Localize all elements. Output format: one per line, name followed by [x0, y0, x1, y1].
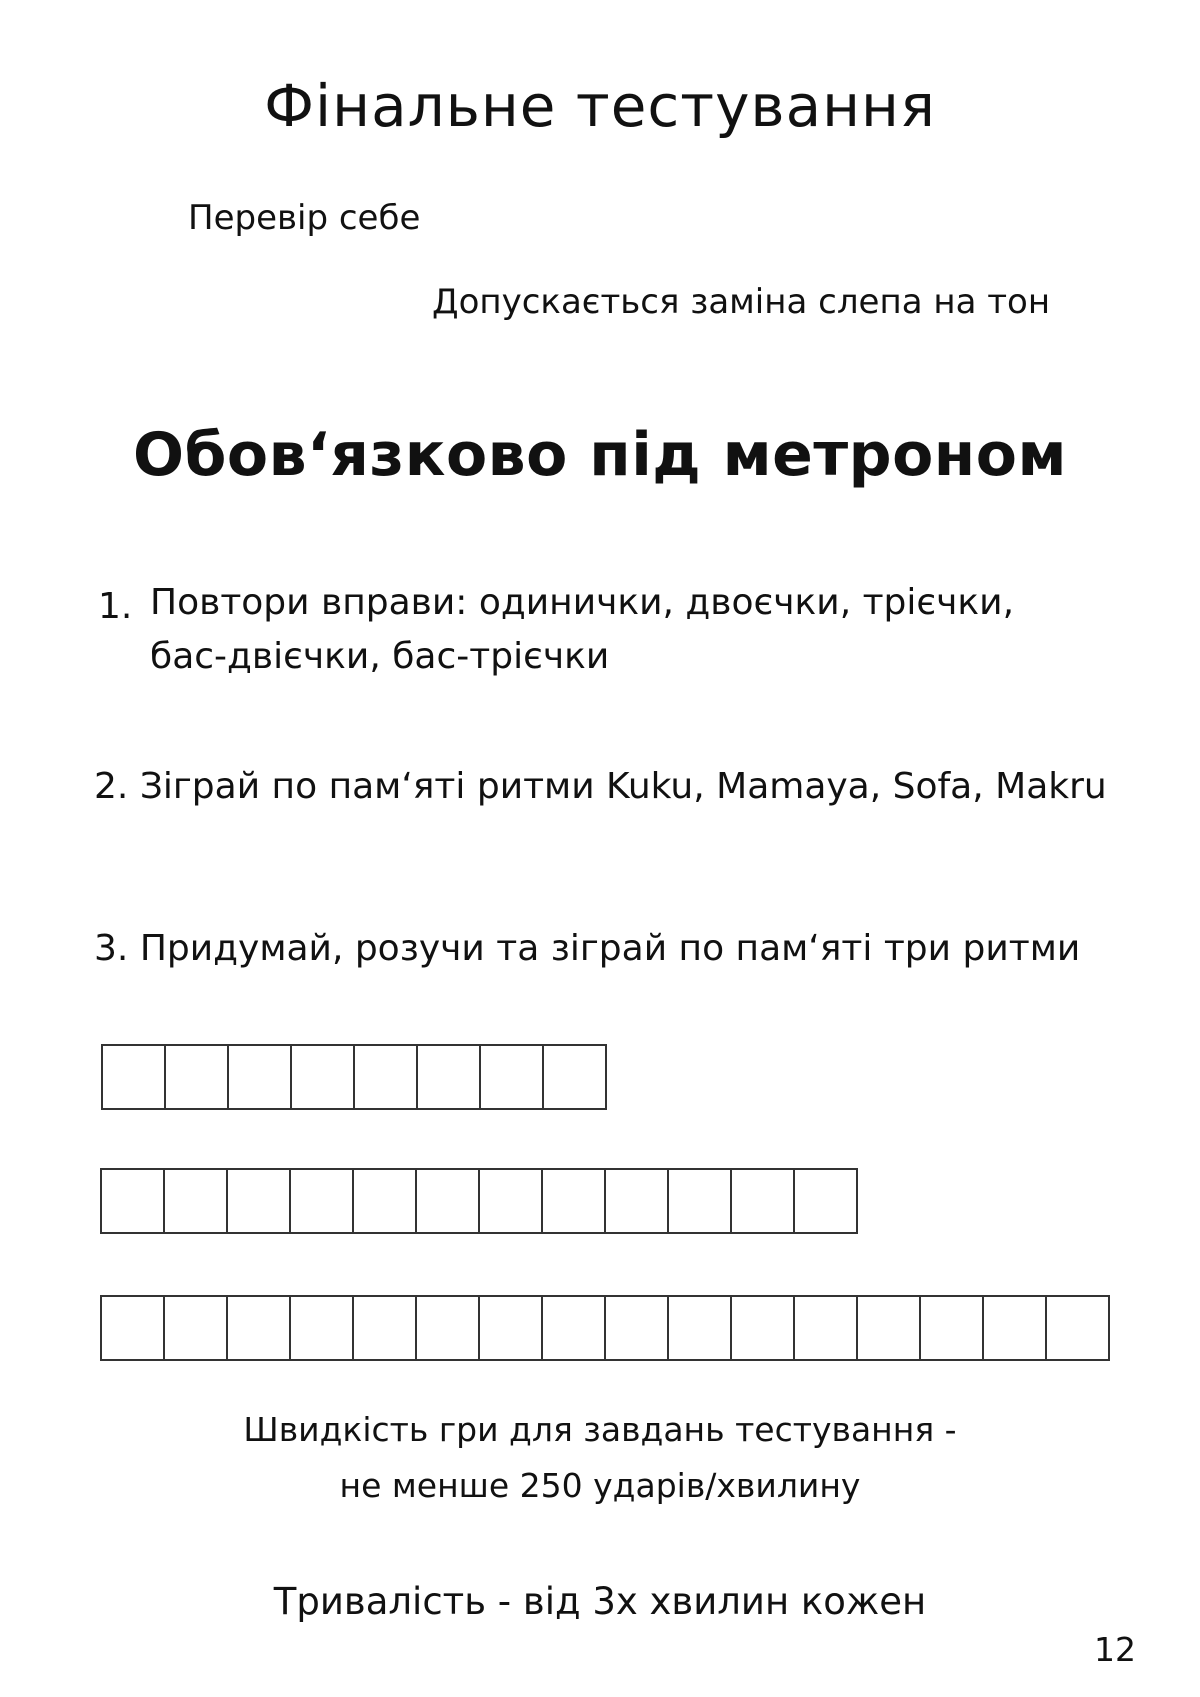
- page-number: 12: [1094, 1630, 1136, 1669]
- grid-cell[interactable]: [417, 1297, 480, 1359]
- grid-cell[interactable]: [292, 1046, 355, 1108]
- grid-cell[interactable]: [1047, 1297, 1110, 1359]
- rhythm-grid-2: [100, 1168, 858, 1234]
- task-2-text: Зіграй по пам‘яті ритми Kuku, Mamaya, Sofa, Makru: [139, 766, 1107, 807]
- task-1-line-2: бас-двієчки, бас-трієчки: [150, 636, 610, 677]
- grid-cell[interactable]: [732, 1297, 795, 1359]
- grid-cell[interactable]: [228, 1170, 291, 1232]
- grid-cell[interactable]: [165, 1170, 228, 1232]
- grid-cell[interactable]: [354, 1170, 417, 1232]
- grid-cell[interactable]: [858, 1297, 921, 1359]
- grid-cell[interactable]: [606, 1297, 669, 1359]
- grid-cell[interactable]: [102, 1170, 165, 1232]
- grid-cell[interactable]: [418, 1046, 481, 1108]
- grid-cell[interactable]: [543, 1170, 606, 1232]
- grid-cell[interactable]: [417, 1170, 480, 1232]
- grid-cell[interactable]: [669, 1297, 732, 1359]
- grid-cell[interactable]: [606, 1170, 669, 1232]
- grid-cell[interactable]: [166, 1046, 229, 1108]
- grid-cell[interactable]: [543, 1297, 606, 1359]
- grid-cell[interactable]: [481, 1046, 544, 1108]
- task-3-number: 3.: [94, 928, 129, 969]
- task-1-number: 1.: [98, 586, 133, 627]
- subtitle: Перевір себе: [188, 198, 421, 238]
- grid-cell[interactable]: [732, 1170, 795, 1232]
- speed-line-1: Швидкість гри для завдань тестування -: [243, 1410, 957, 1449]
- grid-cell[interactable]: [102, 1297, 165, 1359]
- grid-cell[interactable]: [228, 1297, 291, 1359]
- grid-cell[interactable]: [480, 1297, 543, 1359]
- grid-cell[interactable]: [103, 1046, 166, 1108]
- grid-cell[interactable]: [669, 1170, 732, 1232]
- metronome-requirement: Обов‘язково під метроном: [132, 420, 1068, 490]
- grid-cell[interactable]: [921, 1297, 984, 1359]
- grid-cell[interactable]: [795, 1297, 858, 1359]
- task-3-text: Придумай, розучи та зіграй по пам‘яті три ритми: [139, 928, 1081, 969]
- task-2-number: 2.: [94, 766, 129, 807]
- duration-note: Тривалість - від 3х хвилин кожен: [273, 1580, 927, 1623]
- grid-cell[interactable]: [480, 1170, 543, 1232]
- rhythm-grid-1: [101, 1044, 607, 1110]
- grid-cell[interactable]: [229, 1046, 292, 1108]
- grid-cell[interactable]: [984, 1297, 1047, 1359]
- task-1-line-1: Повтори вправи: одинички, двоєчки, трієчки,: [150, 582, 1015, 623]
- grid-cell[interactable]: [291, 1297, 354, 1359]
- grid-cell[interactable]: [354, 1297, 417, 1359]
- task-2: [94, 760, 1107, 814]
- grid-cell[interactable]: [795, 1170, 858, 1232]
- speed-line-2: не менше 250 ударів/хвилину: [339, 1466, 861, 1505]
- page-title: Фінальне тестування: [264, 72, 936, 140]
- grid-cell[interactable]: [165, 1297, 228, 1359]
- task-3: [94, 922, 1080, 976]
- grid-cell[interactable]: [355, 1046, 418, 1108]
- rhythm-grid-3: [100, 1295, 1110, 1361]
- grid-cell[interactable]: [291, 1170, 354, 1232]
- substitution-note: Допускається заміна слепа на тон: [432, 282, 1051, 322]
- grid-cell[interactable]: [544, 1046, 607, 1108]
